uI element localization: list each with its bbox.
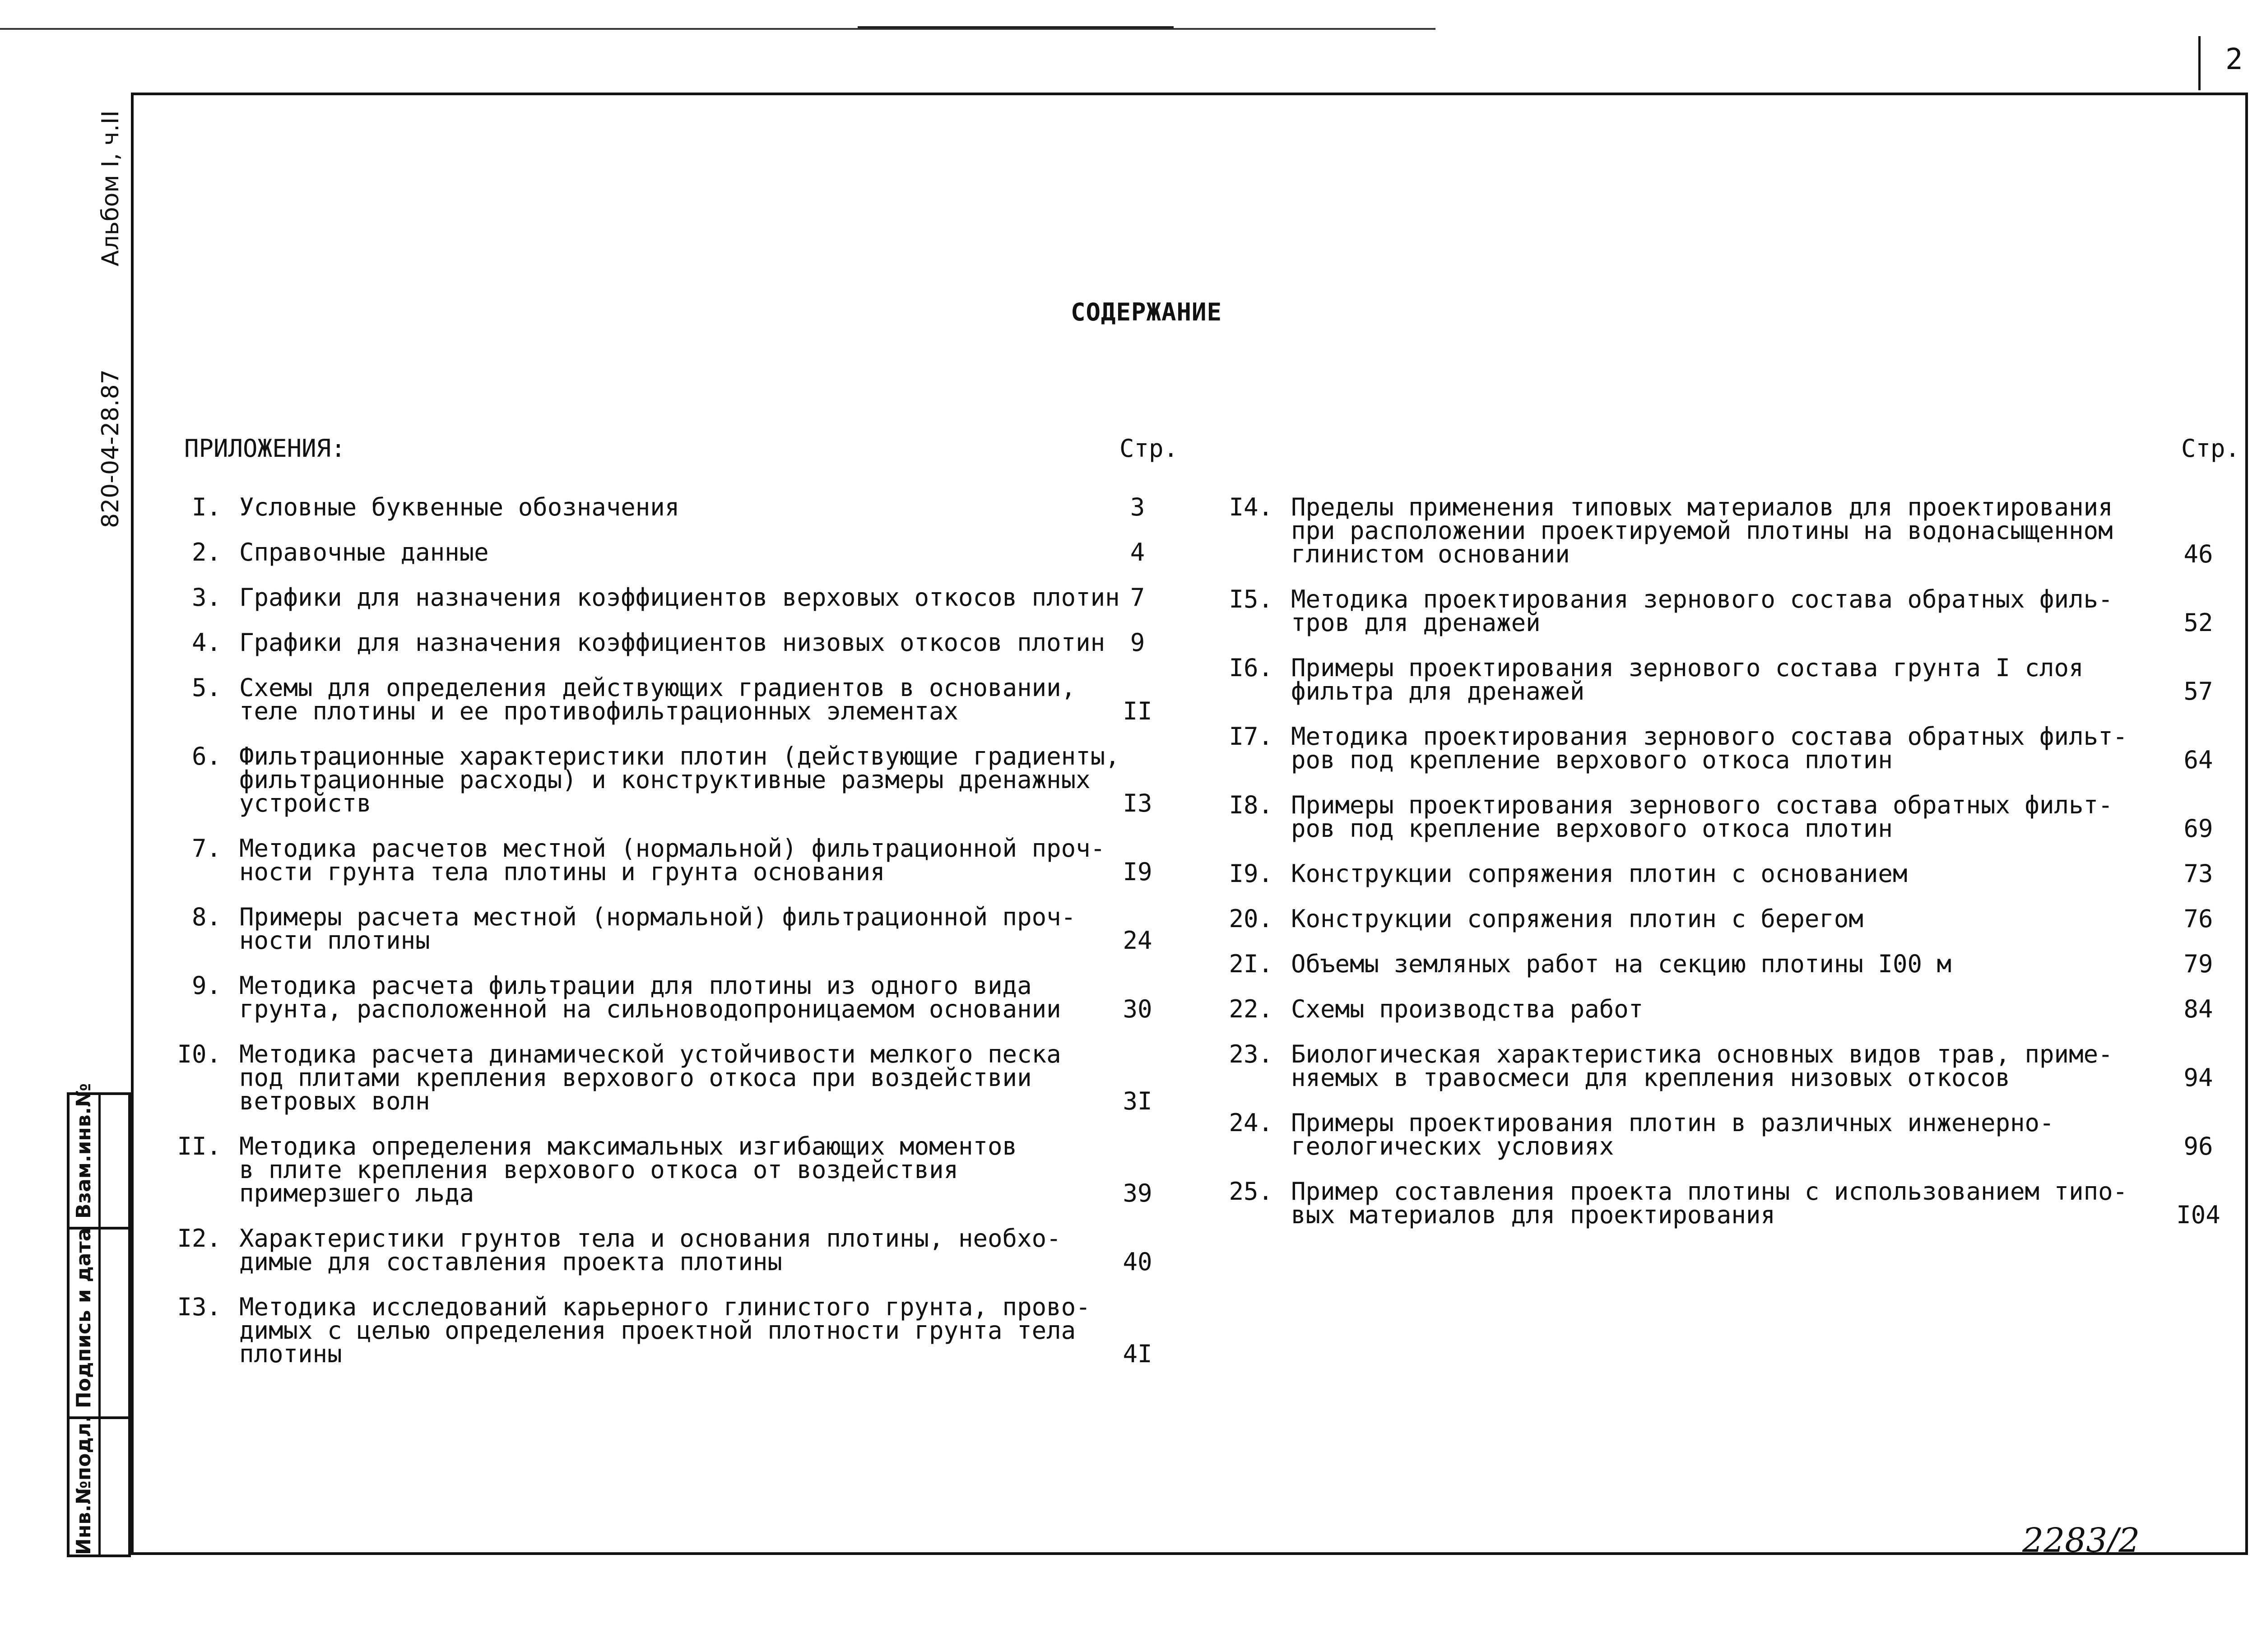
toc-item-text: Методика определения максимальных изгибающих моментов	[239, 1132, 1017, 1160]
toc-item-page: 40	[1123, 1248, 1152, 1276]
toc-item-text: Примеры проектирования зернового состава грунта I слоя	[1291, 654, 2084, 682]
toc-item-text: Справочные данные	[239, 538, 489, 566]
toc-item-number: I2.	[177, 1224, 221, 1253]
top-rule	[0, 28, 1435, 30]
toc-item-number: 9.	[191, 971, 221, 1000]
toc-item-text: Методика расчета фильтрации для плотины из одного вида	[239, 971, 1032, 1000]
toc-item-number: II.	[177, 1132, 221, 1160]
toc-item-text: Методика проектирования зернового состава обратных филь-	[1291, 585, 2113, 613]
toc-item-number: I8.	[1229, 791, 1273, 819]
top-rule-accent	[858, 26, 1174, 28]
toc-item-number: 20.	[1229, 905, 1273, 933]
toc-item-text: Графики для назначения коэффициентов низовых откосов плотин	[239, 628, 1105, 657]
page-number: 2	[2225, 43, 2243, 76]
side-album-label: Альбом I, ч.II	[97, 110, 124, 266]
toc-item-text: Примеры проектирования плотин в различных инженерно-	[1291, 1109, 2054, 1137]
toc-item-text: ров под крепление верхового откоса плотин	[1291, 746, 1893, 774]
toc-item-text: ности грунта тела плотины и грунта основания	[239, 858, 885, 886]
toc-item-text: няемых в травосмеси для крепления низовых откосов	[1291, 1063, 2011, 1092]
toc-item-number: I.	[191, 493, 221, 521]
toc-item-text: Конструкции сопряжения плотин с берегом	[1291, 905, 1863, 933]
toc-item-page: I9	[1123, 858, 1152, 886]
right-page-column-header: Стр.	[2181, 434, 2240, 463]
toc-item-text: фильтрационные расходы) и конструктивные размеры дренажных	[239, 766, 1091, 794]
toc-item-page: 39	[1123, 1179, 1152, 1207]
toc-item-number: 4.	[191, 628, 221, 657]
toc-item-page: 76	[2183, 905, 2213, 933]
toc-item-text: Объемы земляных работ на секцию плотины I00 м	[1291, 950, 1951, 978]
toc-item-number: 7.	[191, 834, 221, 863]
page-title: СОДЕРЖАНИЕ	[1070, 298, 1222, 326]
toc-item-page: 4	[1130, 538, 1145, 566]
toc-item-number: I6.	[1229, 654, 1273, 682]
toc-item-text: под плитами крепления верхового откоса при воздействии	[239, 1063, 1032, 1092]
toc-item-page: 7	[1130, 583, 1145, 612]
side-document-code: 820-04-28.87	[97, 369, 124, 528]
toc-item-page: I04	[2176, 1201, 2220, 1229]
toc-item-text: вых материалов для проектирования	[1291, 1201, 1775, 1229]
toc-item-number: I9.	[1229, 859, 1273, 888]
toc-item-text: плотины	[239, 1340, 342, 1368]
toc-item-page: I3	[1123, 789, 1152, 817]
toc-item-text: фильтра для дренажей	[1291, 677, 1585, 705]
stamp-column-divider	[98, 1092, 101, 1557]
toc-item-text: димых с целью определения проектной плотности грунта тела	[239, 1316, 1076, 1345]
toc-item-number: 6.	[191, 742, 221, 770]
stamp-inv-podl-label: Инв.№подл.	[72, 1415, 95, 1555]
toc-item-text: в плите крепления верхового откоса от воздействия	[239, 1155, 959, 1184]
toc-item-page: 46	[2183, 540, 2213, 568]
toc-item-number: I7.	[1229, 722, 1273, 751]
toc-item-number: 24.	[1229, 1109, 1273, 1137]
toc-item-page: 96	[2183, 1132, 2213, 1160]
toc-item-page: 4I	[1123, 1340, 1152, 1368]
toc-item-text: Пример составления проекта плотины с использованием типо-	[1291, 1177, 2128, 1206]
handwritten-sheet-number: 2283/2	[2022, 1521, 2140, 1560]
toc-item-number: 22.	[1229, 995, 1273, 1023]
toc-item-text: примерзшего льда	[239, 1179, 474, 1207]
toc-item-number: 3.	[191, 583, 221, 612]
toc-item-page: 3	[1130, 493, 1145, 521]
toc-item-text: димые для составления проекта плотины	[239, 1248, 782, 1276]
toc-item-text: Фильтрационные характеристики плотин (действующие градиенты,	[239, 742, 1120, 770]
toc-item-page: 73	[2183, 859, 2213, 888]
toc-item-number: 5.	[191, 673, 221, 702]
toc-item-text: Методика исследований карьерного глинистого грунта, прово-	[239, 1293, 1091, 1321]
toc-item-number: I3.	[177, 1293, 221, 1321]
toc-item-number: 23.	[1229, 1040, 1273, 1068]
toc-item-page: 52	[2183, 608, 2213, 637]
toc-item-text: Пределы применения типовых материалов для проектирования	[1291, 493, 2113, 521]
toc-item-text: Биологическая характеристика основных видов трав, приме-	[1291, 1040, 2113, 1068]
toc-item-text: Методика расчетов местной (нормальной) фильтрационной проч-	[239, 834, 1105, 863]
toc-item-text: Конструкции сопряжения плотин с основанием	[1291, 859, 1908, 888]
toc-item-text: Примеры проектирования зернового состава обратных фильт-	[1291, 791, 2113, 819]
toc-item-page: 9	[1130, 628, 1145, 657]
toc-item-text: Примеры расчета местной (нормальной) фильтрационной проч-	[239, 903, 1076, 931]
appendix-heading: ПРИЛОЖЕНИЯ:	[184, 434, 346, 463]
toc-item-page: 84	[2183, 995, 2213, 1023]
toc-item-text: Схемы для определения действующих градиентов в основании,	[239, 673, 1076, 702]
toc-item-page: 57	[2183, 677, 2213, 705]
toc-item-text: ров под крепление верхового откоса плотин	[1291, 814, 1893, 843]
toc-item-page: II	[1123, 697, 1152, 725]
toc-item-number: 8.	[191, 903, 221, 931]
toc-item-text: Графики для назначения коэффициентов верховых откосов плотин	[239, 583, 1120, 612]
stamp-vzam-inv-label: Взам.инв.№	[72, 1083, 95, 1219]
toc-item-number: 2I.	[1229, 950, 1273, 978]
toc-item-text: геологических условиях	[1291, 1132, 1614, 1160]
toc-item-text: Методика расчета динамической устойчивости мелкого песка	[239, 1040, 1061, 1068]
toc-item-page: 24	[1123, 926, 1152, 955]
toc-item-text: при расположении проектируемой плотины на водонасыщенном	[1291, 516, 2113, 545]
toc-item-page: 30	[1123, 995, 1152, 1023]
toc-item-number: I5.	[1229, 585, 1273, 613]
toc-item-text: тров для дренажей	[1291, 608, 1541, 637]
toc-item-number: 2.	[191, 538, 221, 566]
stamp-signature-date-label: Подпись и дата	[72, 1228, 95, 1408]
toc-item-text: грунта, расположенной на сильноводопроницаемом основании	[239, 995, 1061, 1023]
toc-item-text: ветровых волн	[239, 1087, 430, 1115]
left-page-column-header: Стр.	[1119, 434, 1179, 463]
toc-item-page: 3I	[1123, 1087, 1152, 1115]
toc-item-text: глинистом основании	[1291, 540, 1570, 568]
toc-item-text: ности плотины	[239, 926, 430, 955]
toc-item-text: Характеристики грунтов тела и основания плотины, необхо-	[239, 1224, 1061, 1253]
toc-item-page: 64	[2183, 746, 2213, 774]
toc-item-text: устройств	[239, 789, 372, 817]
toc-item-page: 79	[2183, 950, 2213, 978]
toc-item-page: 69	[2183, 814, 2213, 843]
toc-item-text: Условные буквенные обозначения	[239, 493, 680, 521]
toc-item-number: I4.	[1229, 493, 1273, 521]
toc-item-text: теле плотины и ее противофильтрационных элементах	[239, 697, 959, 725]
toc-item-page: 94	[2183, 1063, 2213, 1092]
toc-item-text: Методика проектирования зернового состава обратных фильт-	[1291, 722, 2128, 751]
toc-item-text: Схемы производства работ	[1291, 995, 1644, 1023]
toc-item-number: 25.	[1229, 1177, 1273, 1206]
toc-item-number: I0.	[177, 1040, 221, 1068]
